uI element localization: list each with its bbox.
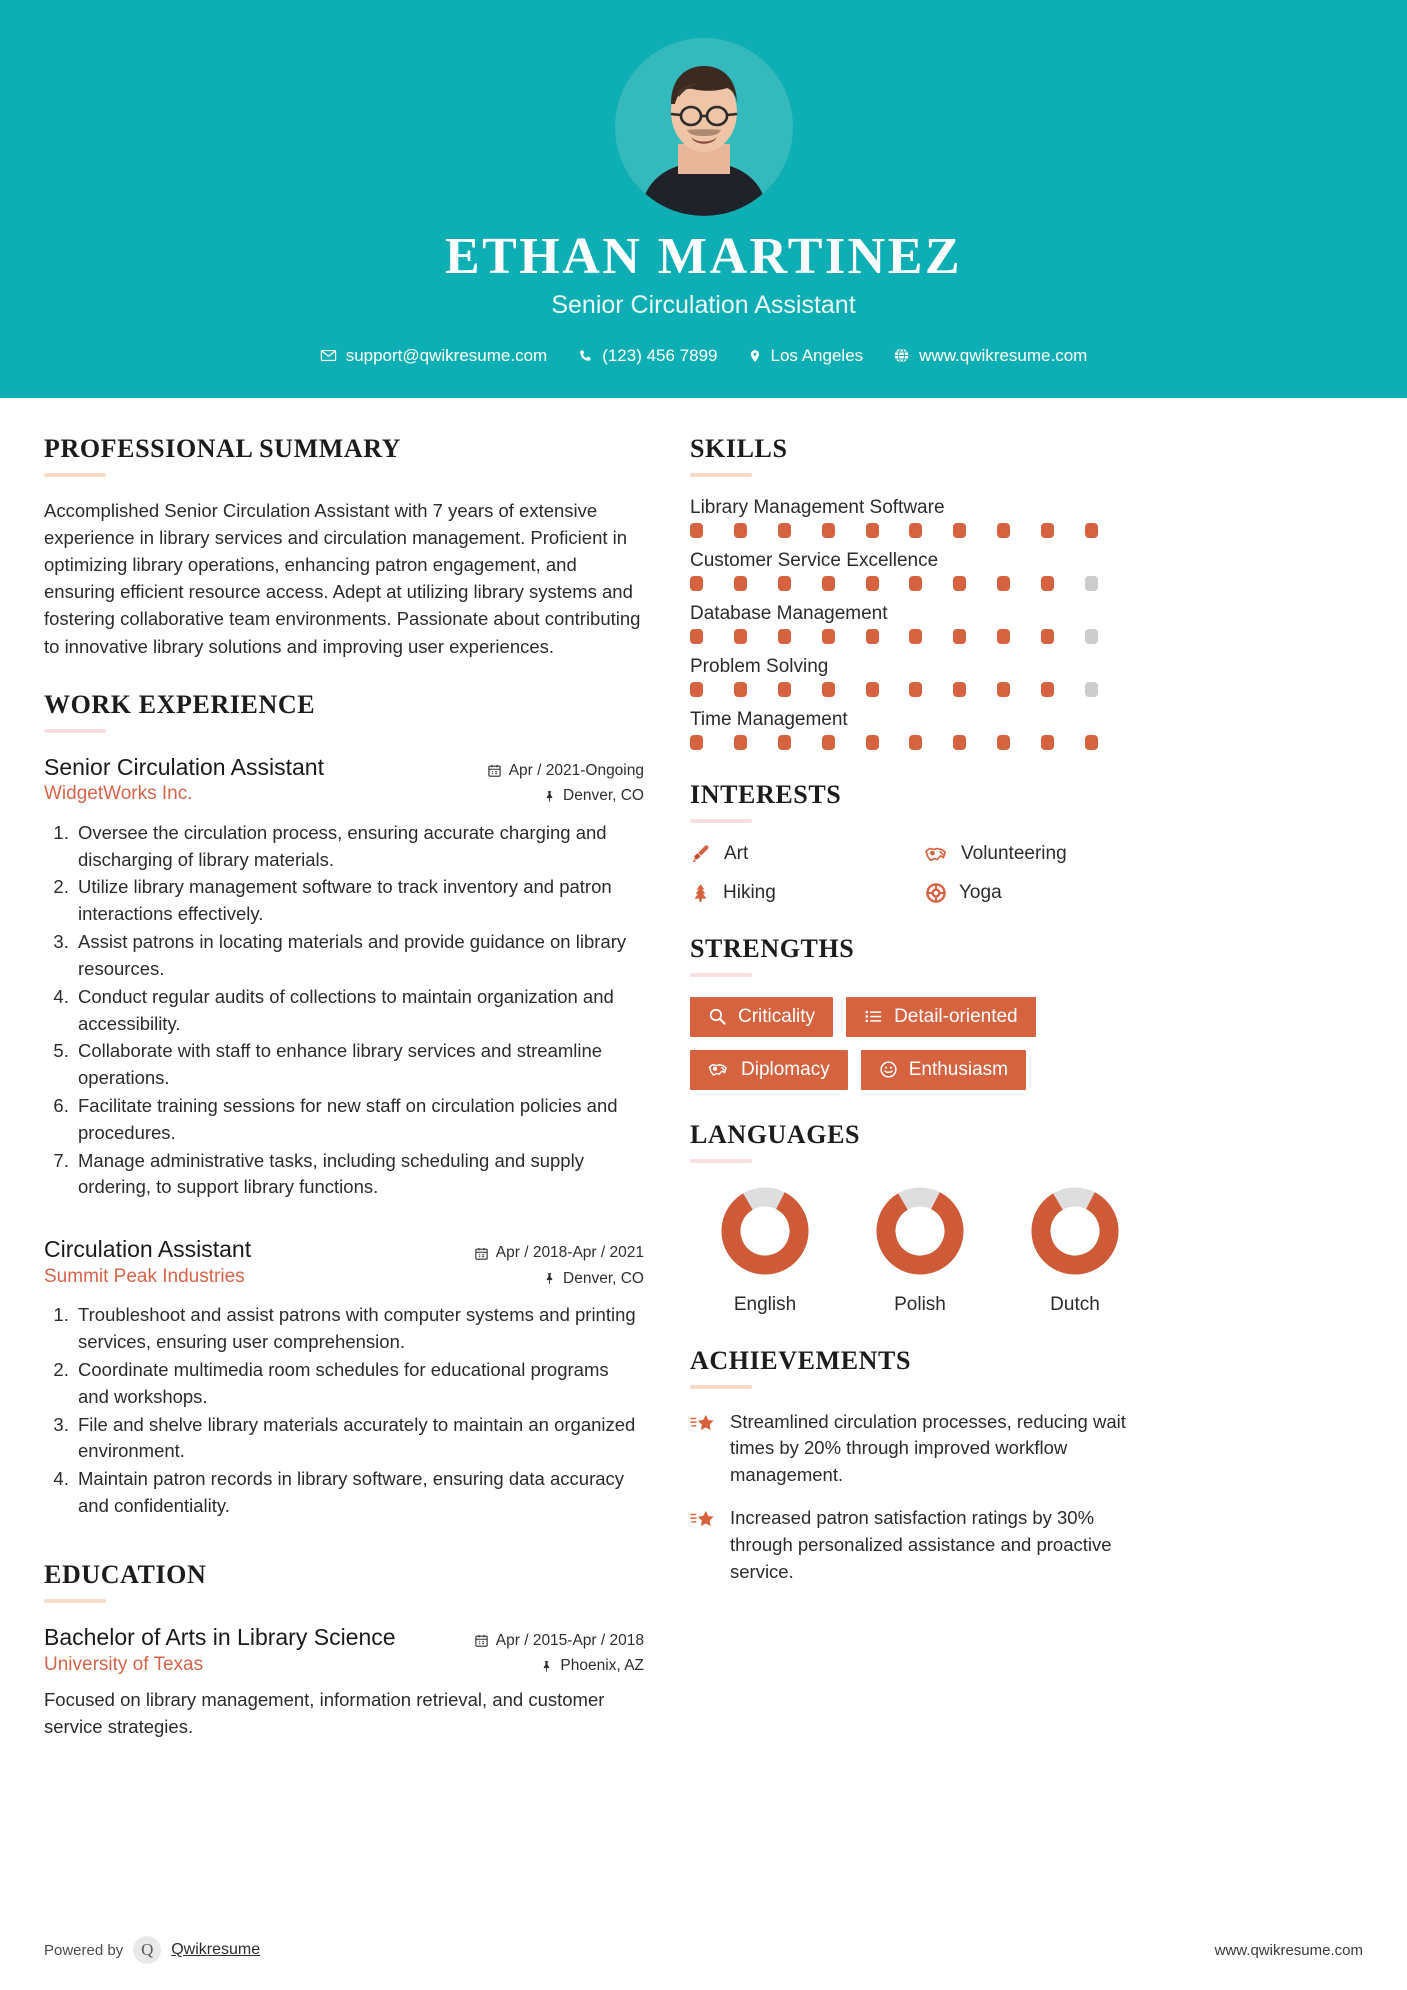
skill-row (690, 603, 1150, 644)
handshake-icon (925, 843, 949, 865)
section-achievements (690, 1346, 1150, 1586)
work-entry (44, 1235, 644, 1520)
list-item: 3. Assist patrons in locating materials and provide guidance on library resources. (74, 929, 644, 983)
skill-dot (778, 576, 791, 591)
left-column (44, 434, 644, 1918)
skill-dot (1085, 576, 1098, 591)
skill-dot (866, 629, 879, 644)
skill-name: Time Management (690, 708, 848, 730)
skill-rating (690, 576, 1098, 591)
skill-dot (690, 576, 703, 591)
language-label: Dutch (1050, 1293, 1100, 1315)
section-heading: LANGUAGES (690, 1119, 861, 1149)
skill-name: Library Management Software (690, 496, 945, 518)
language-label: Polish (894, 1293, 946, 1315)
skill-dot (734, 576, 747, 591)
languages-list (690, 1183, 1150, 1316)
interest-item-art (690, 843, 915, 865)
skill-dot (997, 523, 1010, 538)
envelope-icon (320, 347, 337, 364)
strength-chip-criticality (690, 997, 833, 1037)
footer-url[interactable]: www.qwikresume.com (1214, 1941, 1363, 1959)
work-dates: Apr / 2021-Ongoing (508, 761, 644, 779)
section-interests (690, 780, 1150, 904)
list-item: 1. Troubleshoot and assist patrons with computer systems and printing services, ensuring user comprehension. (74, 1302, 644, 1356)
language-donut-chart (717, 1183, 813, 1279)
interest-label: Art (724, 842, 749, 864)
interest-item-yoga (925, 882, 1150, 904)
calendar-icon (474, 1633, 489, 1648)
strength-label: Diplomacy (741, 1058, 830, 1080)
work-meta (454, 1235, 644, 1291)
section-heading: ACHIEVEMENTS (690, 1345, 912, 1375)
profile-photo-icon (615, 38, 793, 216)
job-title: Senior Circulation Assistant (551, 290, 856, 319)
skill-dot (909, 576, 922, 591)
strength-chip-detail-oriented (846, 997, 1036, 1037)
skill-name: Problem Solving (690, 655, 829, 677)
work-entry (44, 753, 644, 1202)
skill-rating (690, 629, 1098, 644)
section-heading: WORK EXPERIENCE (44, 689, 316, 719)
globe-icon (893, 347, 910, 364)
skill-dot (997, 576, 1010, 591)
contact-phone-text: (123) 456 7899 (602, 345, 718, 365)
section-work-experience (44, 690, 644, 1520)
education-dates: Apr / 2015-Apr / 2018 (495, 1631, 644, 1649)
skill-dot (953, 523, 966, 538)
interest-item-volunteering (925, 843, 1150, 865)
skill-dot (822, 735, 835, 750)
contact-email[interactable] (320, 346, 548, 366)
contact-website-text: www.qwikresume.com (919, 345, 1088, 365)
language-item (1010, 1183, 1140, 1316)
evergreen-tree-icon (690, 882, 711, 904)
strength-chip-diplomacy (690, 1050, 848, 1090)
interest-label: Hiking (723, 881, 776, 903)
language-item (855, 1183, 985, 1316)
list-item: 4. Conduct regular audits of collections to maintain organization and accessibility. (74, 984, 644, 1038)
work-bullets (44, 1302, 644, 1520)
skill-dot (822, 629, 835, 644)
section-strengths (690, 934, 1150, 1090)
language-item (700, 1183, 830, 1316)
calendar-icon (474, 1246, 489, 1261)
work-org: WidgetWorks Inc. (44, 783, 193, 805)
skill-dot (778, 629, 791, 644)
pin-icon (543, 1271, 556, 1286)
calendar-icon (487, 763, 502, 778)
powered-by-label: Powered by (44, 1941, 124, 1959)
resume-body (0, 398, 1407, 1918)
skill-dot (690, 629, 703, 644)
interest-label: Volunteering (961, 842, 1067, 864)
list-item: 5. Collaborate with staff to enhance library services and streamline operations. (74, 1038, 644, 1092)
skill-dot (997, 735, 1010, 750)
education-description: Focused on library management, information retrieval, and customer service strategies. (44, 1688, 605, 1737)
shooting-star-icon (690, 1409, 716, 1440)
skill-dot (1041, 629, 1054, 644)
skill-dot (866, 523, 879, 538)
work-org: Summit Peak Industries (44, 1265, 245, 1287)
interests-grid (690, 843, 1150, 904)
pin-icon (543, 789, 556, 804)
skill-rating (690, 735, 1098, 750)
strengths-list (690, 997, 1150, 1090)
work-role: Senior Circulation Assistant (44, 753, 324, 780)
section-rule (690, 473, 752, 477)
list-item: 1. Oversee the circulation process, ensuring accurate charging and discharging of library materials. (74, 820, 644, 874)
skill-dot (822, 576, 835, 591)
interest-label: Yoga (959, 881, 1002, 903)
list-item: 4. Maintain patron records in library software, ensuring data accuracy and confidentiality. (74, 1466, 644, 1520)
shooting-star-icon (690, 1505, 716, 1536)
skill-dot (778, 735, 791, 750)
section-heading: EDUCATION (44, 1559, 207, 1589)
education-location: Phoenix, AZ (560, 1657, 644, 1675)
paintbrush-icon (690, 843, 712, 865)
skill-dot (909, 523, 922, 538)
section-heading: PROFESSIONAL SUMMARY (44, 433, 402, 463)
strength-label: Criticality (738, 1005, 816, 1027)
skill-dot (909, 629, 922, 644)
education-school: University of Texas (44, 1653, 204, 1675)
section-rule (44, 473, 106, 477)
brand-logo-icon: Q (133, 1936, 161, 1964)
section-rule (690, 973, 752, 977)
achievement-text: Increased patron satisfaction ratings by 30% through personalized assistance and proactive service. (730, 1507, 1112, 1582)
strength-chip-enthusiasm (861, 1050, 1026, 1090)
section-heading: INTERESTS (690, 779, 842, 809)
brand-name-link[interactable]: Qwikresume (171, 1941, 261, 1958)
phone-icon (577, 348, 593, 364)
work-bullets (44, 820, 644, 1201)
achievement-item (690, 1505, 1150, 1585)
skill-rating (690, 682, 1098, 697)
skills-list (690, 497, 1150, 750)
right-column (690, 434, 1150, 1918)
skill-dot (997, 629, 1010, 644)
skill-dot (822, 682, 835, 697)
skill-row (690, 497, 1150, 538)
skill-dot (909, 682, 922, 697)
education-entry (44, 1623, 644, 1741)
list-item: 2. Coordinate multimedia room schedules for educational programs and workshops. (74, 1357, 644, 1411)
work-role: Circulation Assistant (44, 1236, 252, 1263)
skill-dot (1041, 682, 1054, 697)
contact-phone[interactable] (577, 346, 717, 366)
skill-dot (822, 523, 835, 538)
section-rule (44, 729, 106, 733)
skill-dot (909, 735, 922, 750)
language-donut-chart (872, 1183, 968, 1279)
skill-dot (1085, 735, 1098, 750)
skill-row (690, 709, 1150, 750)
section-rule (44, 1599, 106, 1603)
skill-dot (1041, 523, 1054, 538)
education-degree: Bachelor of Arts in Library Science (44, 1623, 396, 1650)
page-title: ETHAN MARTINEZ (444, 228, 963, 285)
list-item: 2. Utilize library management software to track inventory and patron interactions effectively. (74, 874, 644, 928)
skill-row (690, 550, 1150, 591)
section-professional-summary (44, 434, 644, 660)
location-pin-icon (748, 347, 762, 365)
contact-website[interactable] (893, 346, 1087, 366)
skill-dot (866, 576, 879, 591)
section-heading: SKILLS (690, 433, 788, 463)
work-location: Denver, CO (563, 787, 644, 805)
section-rule (690, 819, 752, 823)
strength-label: Detail-oriented (894, 1005, 1018, 1027)
skill-dot (953, 682, 966, 697)
section-rule (690, 1159, 752, 1163)
pin-icon (540, 1659, 553, 1674)
achievement-text: Streamlined circulation processes, reducing wait times by 20% through improved workflow management. (730, 1410, 1126, 1486)
skill-dot (1041, 735, 1054, 750)
language-donut-chart (1027, 1183, 1123, 1279)
skill-dot (953, 576, 966, 591)
skill-dot (690, 682, 703, 697)
strength-label: Enthusiasm (908, 1058, 1008, 1080)
education-meta (454, 1623, 644, 1679)
list-item: 6. Facilitate training sessions for new staff on circulation policies and procedures. (74, 1093, 644, 1147)
magnifier-icon (708, 1007, 727, 1026)
skill-dot (778, 682, 791, 697)
handshake-icon (708, 1060, 730, 1079)
skill-dot (866, 682, 879, 697)
skill-name: Database Management (690, 602, 888, 624)
list-icon (864, 1007, 883, 1026)
section-skills (690, 434, 1150, 750)
skill-dot (734, 629, 747, 644)
skill-dot (734, 523, 747, 538)
contact-location-text: Los Angeles (770, 345, 864, 365)
skill-dot (690, 735, 703, 750)
skill-row (690, 656, 1150, 697)
skill-dot (1085, 682, 1098, 697)
skill-dot (1041, 576, 1054, 591)
section-rule (690, 1385, 752, 1389)
skill-dot (778, 523, 791, 538)
skill-dot (866, 735, 879, 750)
work-location: Denver, CO (563, 1269, 644, 1287)
resume-footer (0, 1918, 1407, 1990)
smiley-icon (879, 1060, 898, 1079)
work-dates: Apr / 2018-Apr / 2021 (495, 1244, 644, 1262)
skill-dot (953, 629, 966, 644)
skill-dot (734, 735, 747, 750)
list-item: 3. File and shelve library materials accurately to maintain an organized environment. (74, 1412, 644, 1466)
contact-email-text: support@qwikresume.com (345, 345, 548, 365)
resume-header (0, 0, 1407, 398)
section-languages (690, 1120, 1150, 1316)
skill-dot (953, 735, 966, 750)
work-meta (454, 753, 644, 809)
summary-text: Accomplished Senior Circulation Assistant with 7 years of extensive experience in library services and circulation management. Proficient in optimizing library operations, enhancing patron engagement, and ensuring efficient resource access. Adept at utilizing library systems and fostering collaborative team environments. Passionate about contributing to innovative library solutions and improving user experiences. (44, 499, 641, 657)
skill-dot (1085, 523, 1098, 538)
list-item: 7. Manage administrative tasks, including scheduling and supply ordering, to support library functions. (74, 1148, 644, 1202)
skill-rating (690, 523, 1098, 538)
section-education (44, 1560, 644, 1741)
contact-row (0, 346, 1407, 366)
skill-dot (734, 682, 747, 697)
skill-dot (690, 523, 703, 538)
skill-name: Customer Service Excellence (690, 549, 939, 571)
contact-location[interactable] (748, 346, 864, 366)
powered-by (44, 1936, 260, 1964)
lifebuoy-icon (925, 882, 947, 904)
skill-dot (997, 682, 1010, 697)
interest-item-hiking (690, 882, 915, 904)
skill-dot (1085, 629, 1098, 644)
section-heading: STRENGTHS (690, 933, 855, 963)
avatar (615, 38, 793, 216)
language-label: English (733, 1293, 797, 1315)
achievement-item (690, 1409, 1150, 1489)
